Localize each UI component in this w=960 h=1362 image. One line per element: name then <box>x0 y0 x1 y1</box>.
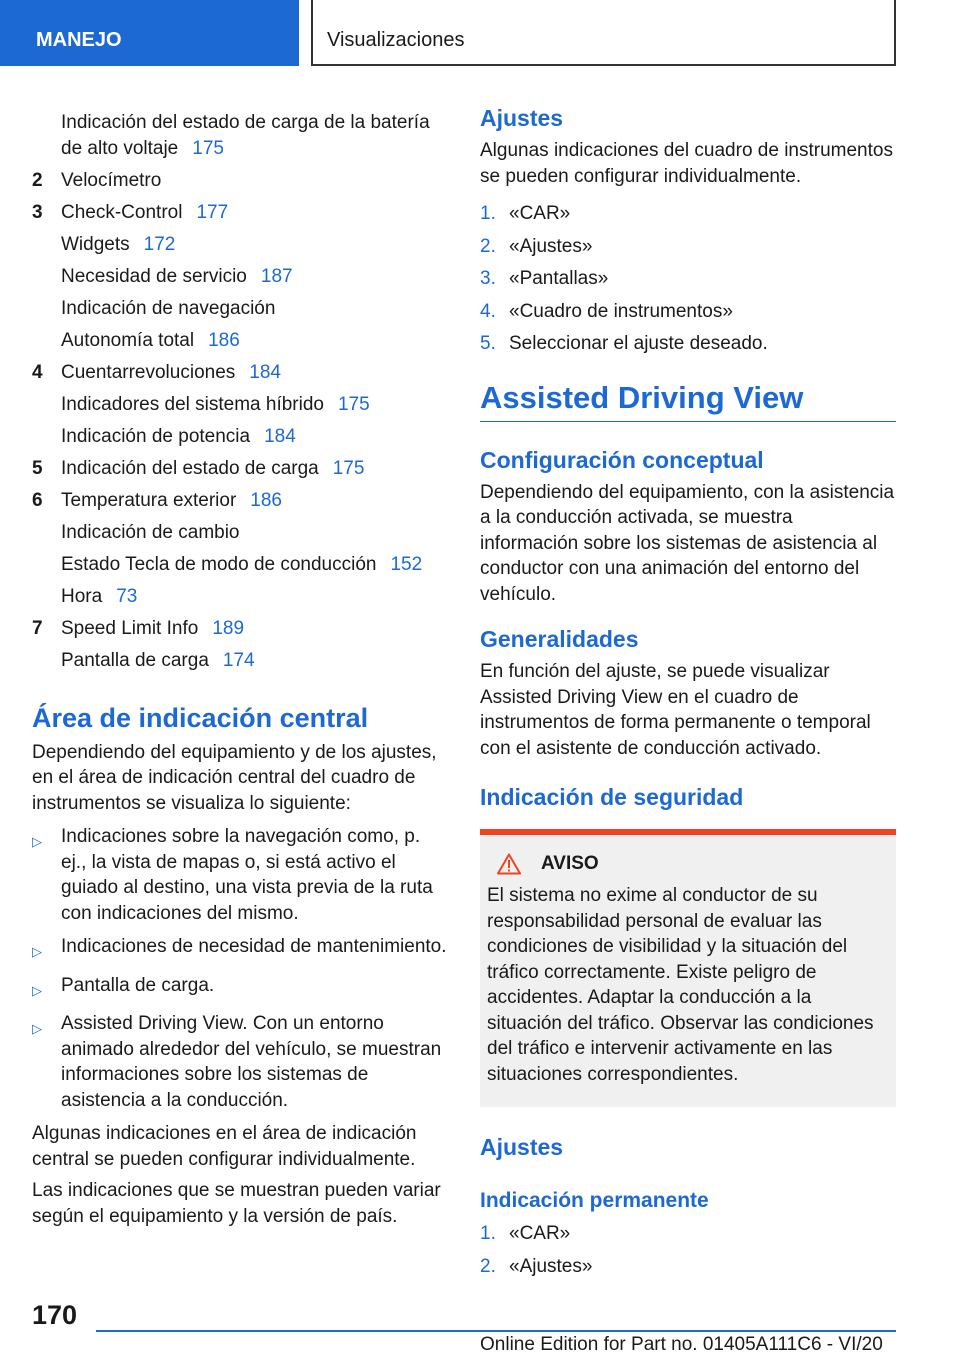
legend-label: Widgets <box>61 233 130 255</box>
list-item: 4. «Cuadro de instrumentos» <box>480 300 733 322</box>
legend-label: Necesidad de servicio <box>61 265 247 287</box>
legend-item <box>32 110 447 161</box>
adv-settings-heading: Ajustes <box>480 1134 564 1160</box>
legend-label: Estado Tecla de modo de conducción <box>61 553 377 575</box>
legend-number <box>32 392 61 418</box>
legend-number: 5 <box>32 457 43 479</box>
right-column <box>480 104 896 1286</box>
legend-item <box>32 232 447 258</box>
legend-item <box>32 168 447 194</box>
page-reference-link[interactable]: 175 <box>337 393 370 415</box>
legend-number <box>32 328 61 354</box>
legend-item <box>32 264 447 290</box>
legend-label: Indicación de navegación <box>61 297 276 319</box>
page-reference-link[interactable]: 186 <box>208 329 240 351</box>
page-reference-link[interactable]: 187 <box>260 265 293 287</box>
list-item: 5. Seleccionar el ajuste deseado. <box>480 333 768 354</box>
chapter-title: Visualizaciones <box>311 0 896 66</box>
list-item: ▷ Indicaciones de necesidad de mantenimiento. <box>32 934 447 965</box>
permanent-display-heading: Indicación permanente <box>480 1189 709 1212</box>
list-item: ▷ Indicaciones sobre la navegación como, p. ej., la vista de mapas o, si está activo el guiado al destino, una vista previa de la ruta con indicaciones del mismo. <box>32 824 447 926</box>
legend-item <box>32 648 447 674</box>
warning-title: AVISO <box>541 853 599 874</box>
central-note-config: Algunas indicaciones en el área de indicación central se pueden configurar individualmente. <box>32 1123 417 1170</box>
settings-intro: Algunas indicaciones del cuadro de instrumentos se pueden configurar individualmente. <box>480 140 893 187</box>
legend-list <box>32 110 447 673</box>
legend-item <box>32 488 447 514</box>
footer-divider <box>96 1330 896 1332</box>
central-bullets <box>32 824 447 1113</box>
page-reference-link[interactable]: 189 <box>212 617 245 639</box>
legend-item <box>32 296 447 322</box>
legend-item <box>32 584 447 610</box>
page-reference-link[interactable]: 73 <box>116 585 138 607</box>
legend-item <box>32 616 447 642</box>
legend-number: 7 <box>32 617 43 639</box>
legend-label: Indicación del estado de carga <box>61 457 319 479</box>
legend-item <box>32 360 447 386</box>
legend-item <box>32 200 447 226</box>
legend-number: 6 <box>32 489 43 511</box>
legend-number <box>32 424 61 450</box>
legend-number <box>32 232 61 258</box>
warning-triangle-icon <box>497 853 521 875</box>
legend-item <box>32 552 447 578</box>
legend-number <box>32 520 61 546</box>
legend-item <box>32 424 447 450</box>
section-label: MANEJO <box>0 0 299 66</box>
page-reference-link[interactable]: 184 <box>264 425 296 447</box>
legend-label: Indicación del estado de carga de la batería de alto voltaje <box>61 112 430 159</box>
legend-item <box>32 392 447 418</box>
list-item: ▷ Assisted Driving View. Con un entorno animado alrededor del vehículo, se muestran informaciones sobre los sistemas de asistencia a la conducción. <box>32 1011 447 1113</box>
legend-label: Velocímetro <box>61 169 162 191</box>
page-reference-link[interactable]: 186 <box>250 489 282 511</box>
central-display-heading: Área de indicación central <box>32 702 369 733</box>
legend-item <box>32 328 447 354</box>
page-reference-link[interactable]: 152 <box>390 553 423 575</box>
left-column <box>32 110 447 1229</box>
page-reference-link[interactable]: 177 <box>196 201 229 223</box>
triangle-bullet-icon: ▷ <box>32 982 42 998</box>
legend-label: Temperatura exterior <box>61 489 237 511</box>
legend-number: 2 <box>32 169 43 191</box>
permanent-steps <box>480 1221 896 1279</box>
warning-text: El sistema no exime al conductor de su responsabilidad personal de evaluar las condiciones de visibilidad y la situación del tráfico correctamente. Existe peligro de accidentes. Adaptar la conducción a la situación del tráfico. Observar las condiciones del tráfico e intervenir activamente en las situaciones correspondientes. <box>487 885 874 1085</box>
triangle-bullet-icon: ▷ <box>32 944 42 959</box>
page-reference-link[interactable]: 175 <box>192 137 224 159</box>
list-item: ▷ Pantalla de carga. <box>32 973 447 1004</box>
legend-label: Indicadores del sistema híbrido <box>61 393 324 415</box>
safety-heading: Indicación de seguridad <box>480 784 744 810</box>
list-item: 1. «CAR» <box>480 1223 571 1244</box>
legend-label: Autonomía total <box>61 329 195 351</box>
legend-number <box>32 584 61 610</box>
general-heading: Generalidades <box>480 626 639 652</box>
legend-number: 3 <box>32 201 43 223</box>
concept-text: Dependiendo del equipamiento, con la asistencia a la conducción activada, se muestra información sobre los sistemas de asistencia al conductor con una animación del entorno del vehículo. <box>480 481 895 605</box>
settings-steps <box>480 201 896 357</box>
page-reference-link[interactable]: 175 <box>332 457 365 479</box>
legend-item <box>32 456 447 482</box>
edition-info: Online Edition for Part no. 01405A111C6 - VI/20 <box>480 1334 883 1355</box>
legend-number <box>32 648 61 674</box>
list-item: 2. «Ajustes» <box>480 1255 593 1277</box>
central-intro: Dependiendo del equipamiento y de los ajustes, en el área de indicación central del cuadro de instrumentos se visualiza lo siguiente: <box>32 741 437 814</box>
legend-number <box>32 552 61 578</box>
warning-box <box>480 829 896 1107</box>
triangle-bullet-icon: ▷ <box>32 1021 42 1036</box>
legend-label: Indicación de cambio <box>61 521 240 543</box>
page-reference-link[interactable]: 172 <box>143 233 176 255</box>
legend-label: Hora <box>61 585 103 607</box>
legend-label: Check-Control <box>61 201 183 223</box>
general-text: En función del ajuste, se puede visualizar Assisted Driving View en el cuadro de instrumentos de forma permanente o temporal con el asistente de conducción activado. <box>480 661 871 759</box>
legend-item <box>32 520 447 546</box>
central-note-variant: Las indicaciones que se muestran pueden variar según el equipamiento y la versión de país. <box>32 1180 441 1227</box>
page-header <box>0 0 960 66</box>
assisted-driving-view-heading: Assisted Driving View <box>480 379 896 422</box>
list-item: 1. «CAR» <box>480 203 571 224</box>
concept-heading: Configuración conceptual <box>480 446 764 473</box>
page-reference-link[interactable]: 174 <box>222 649 255 671</box>
legend-number <box>32 296 61 322</box>
legend-label: Pantalla de carga <box>61 649 209 671</box>
legend-number: 4 <box>32 361 43 383</box>
legend-label: Cuentarrevoluciones <box>61 361 236 383</box>
warning-header <box>497 853 886 875</box>
legend-label: Speed Limit Info <box>61 617 199 639</box>
list-item: 2. «Ajustes» <box>480 235 593 257</box>
triangle-bullet-icon: ▷ <box>32 834 42 849</box>
legend-number <box>32 264 61 290</box>
legend-number <box>32 110 61 161</box>
page-reference-link[interactable]: 184 <box>249 361 281 383</box>
list-item: 3. «Pantallas» <box>480 268 609 289</box>
settings-heading: Ajustes <box>480 105 564 131</box>
legend-label: Indicación de potencia <box>61 425 251 447</box>
page-number: 170 <box>32 1300 78 1330</box>
